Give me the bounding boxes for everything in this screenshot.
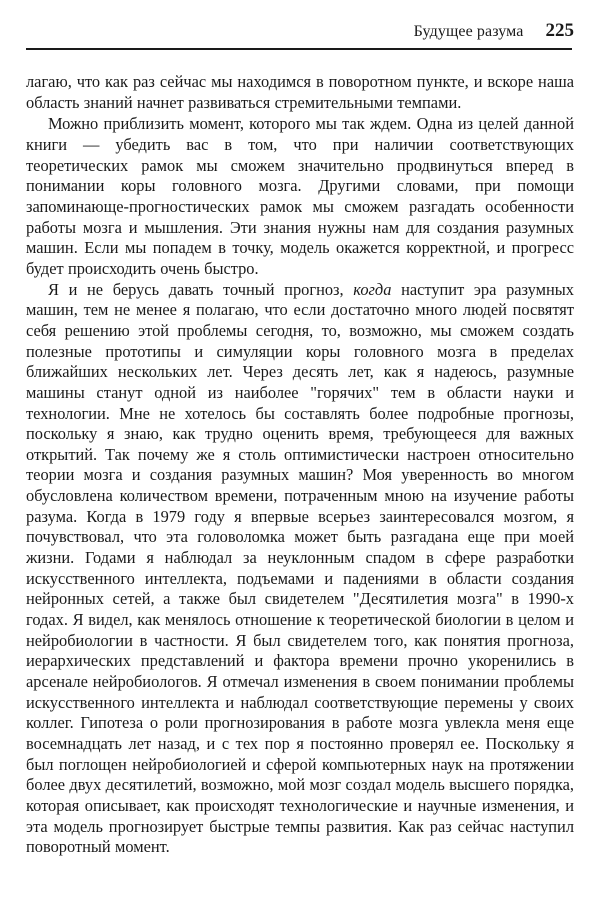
running-title: Будущее разума <box>413 23 524 40</box>
paragraph-continuation: лагаю, что как раз сейчас мы находимся в поворотном пункте, и вскоре наша область знаний начнет развиваться стремительными темпами. <box>26 72 574 112</box>
paragraph-forecast <box>26 280 574 858</box>
paragraph-theoretical-frameworks: Можно приблизить момент, которого мы так ждем. Одна из целей данной книги — убедить вас в том, что при наличии соответствующих теоретических рамок мы сможем значительно продвинуться вперед в понимании коры головного мозга. Другими словами, при помощи запоминающе-прогностических рамок мы сможем разгадать особенности работы мозга и мышления. Эти знания нужны нам для создания разумных машин. Если мы попадем в точку, модель окажется корректной, и прогресс будет происходить очень быстро. <box>26 114 574 278</box>
paragraph-forecast-rest: наступит эра разумных машин, тем не менее я полагаю, что если достаточно много людей посвятят себя решению этой проблемы сегодня, то, возможно, мы сможем создать полезные прототипы и симуляции коры головного мозга в пределах ближайших нескольких лет. Через десять лет, как я надеюсь, разумные машины станут одной из наиболее "горячих" тем в области науки и технологии. Мне не хотелось бы составлять более подробные прогнозы, поскольку я знаю, как трудно оценить время, требующееся для важных открытий. Так почему же я столь оптимистически настроен относительно теории мозга и создания разумных машин? Моя уверенность во многом обусловлена количеством времени, потраченным мною на изучение работы разума. Когда в 1979 году я впервые всерьез заинтересовался мозгом, я почувствовал, что эта головоломка может быть разгадана еще при моей жизни. Годами я наблюдал за неуклонным спадом в сфере разработки искусственного интеллекта, подъемами и падениями в области создания нейронных сетей, а также был свидетелем "Десятилетия мозга" в 1990-х годах. Я видел, как менялось отношение к теоретической биологии в целом и нейробиологии в частности. Я был свидетелем того, как понятия прогноза, иерархических представлений и фактора времени прочно укоренились в арсенале нейробиологов. Я отмечал изменения в своем понимании проблемы искусственного интеллекта и наблюдал соответствующие перемены у своих коллег. Гипотеза о роли прогнозирования в работе мозга увлекла меня еще восемнадцать лет назад, и с тех пор я постоянно проверял ее. Поскольку я был поглощен нейробиологией и сферой компьютерных наук на протяжении более двух десятилетий, возможно, мой мозг создал модель высшего порядка, которая описывает, как происходят технологические и научные изменения, и эта модель прогнозирует быстрые темпы развития. Как раз сейчас наступил поворотный момент. <box>26 279 574 857</box>
header-divider <box>26 48 572 50</box>
running-header <box>26 20 574 44</box>
body-text <box>26 72 574 858</box>
paragraph-forecast-lead: Я и не берусь давать точный прогноз, <box>48 279 354 299</box>
italic-word-when: когда <box>353 279 392 299</box>
page-number: 225 <box>545 20 574 41</box>
